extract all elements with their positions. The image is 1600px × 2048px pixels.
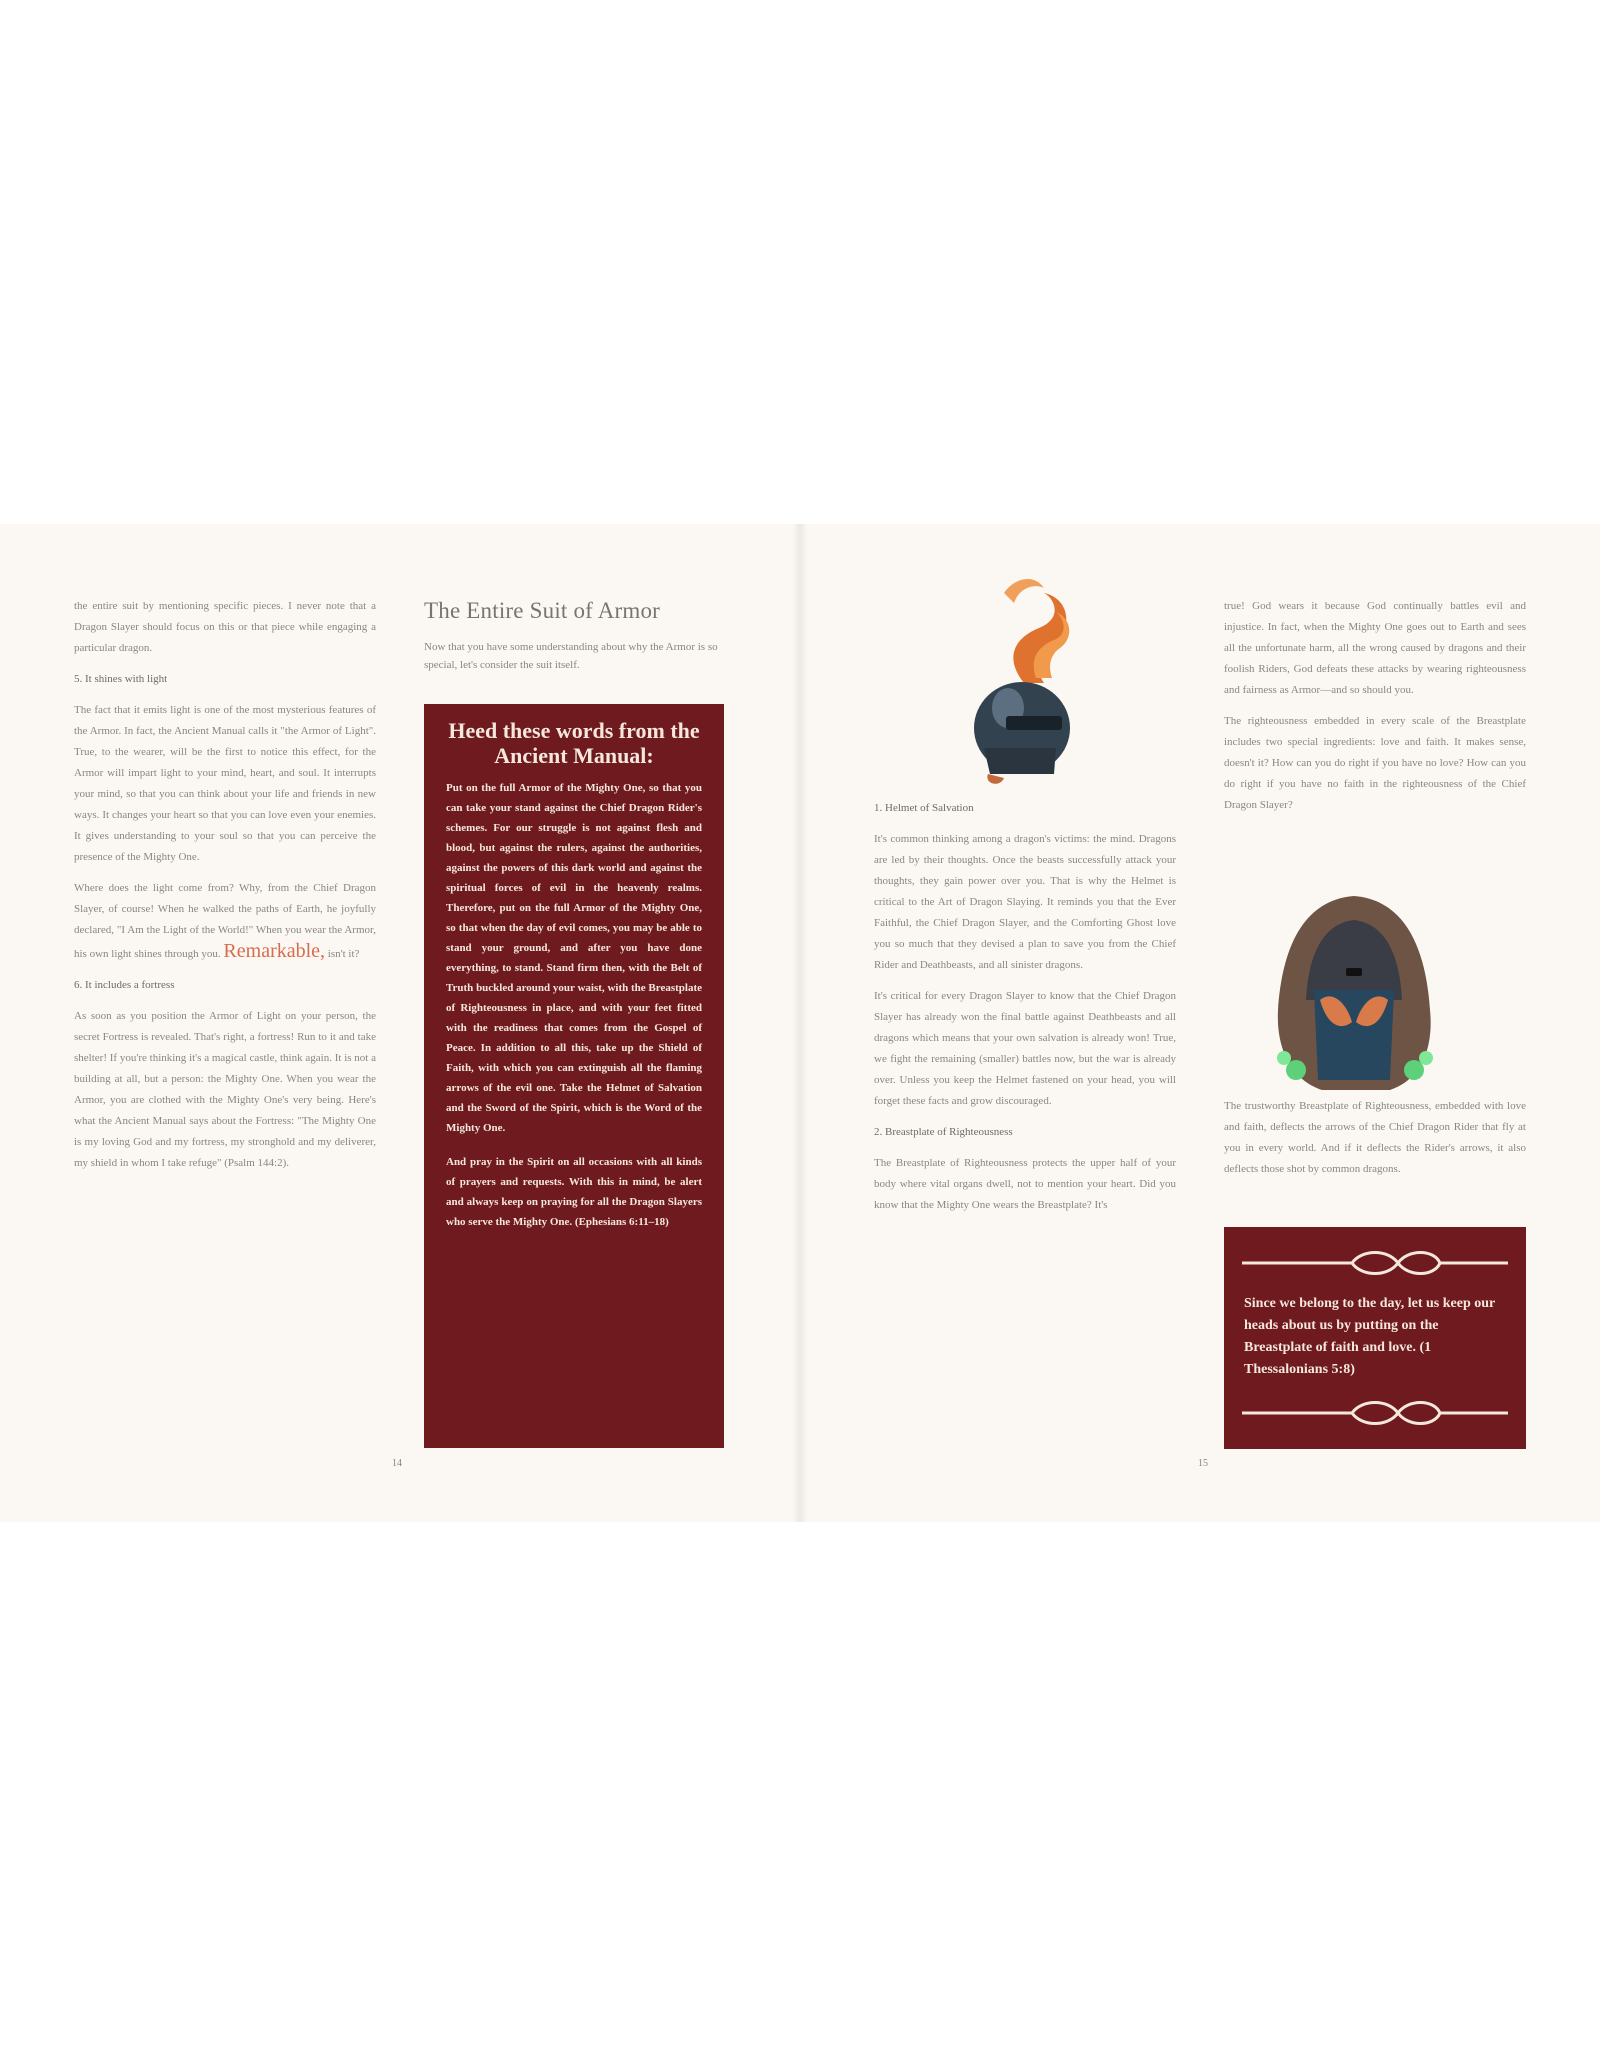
paragraph: The fact that it emits light is one of the most mysterious features of the Armor. In fact, the Ancient Manual calls it "the Armor of Light". True, to the wearer, will be the first to notice this effect, for the Armor will impart light to your mind, heart, and soul. It interrupts your mind, so that you can think about your life and friends in new ways. It changes your heart so that you can love even your enemies. It gives understanding to your soul so that you can perceive the presence of the Mighty One. [74,704,376,863]
paragraph: The Breastplate of Righteousness protects the upper half of your body where vital organs dwell, not to mention your heart. Did you know that the Mighty One wears the Breastplate? It's [874,1157,1176,1211]
left-column [74,596,376,1184]
quote-paragraph: And pray in the Spirit on all occasions with all kinds of prayers and requests. With this in mind, be alert and always keep on praying for all the Dragon Slayers who serve the Mighty One. (Ephesians 6:11–18) [446,1156,702,1228]
book-gutter [792,524,808,1522]
quote-title: Heed these words from the Ancient Manual: [448,718,700,768]
paragraph [74,878,376,965]
right-column-2-lower [1224,1096,1526,1190]
paragraph: It's critical for every Dragon Slayer to know that the Chief Dragon Slayer has already won the final battle against Deathbeasts and all dragons which means that your own salvation is already won! True, we fight the remaining (smaller) battles now, but the war is already over. Unless you keep the Helmet fastened on your head, you will forget these facts and grow discouraged. [874,990,1176,1107]
subheading: 6. It includes a fortress [74,979,175,991]
page-number: 15 [1198,1458,1208,1469]
paragraph: It's common thinking among a dragon's victims: the mind. Dragons are led by their thoughts. Once the beasts successfully attack your thoughts, they gain power over you. That is why the Helmet is critical to the Art of Dragon Slaying. It reminds you that the Ever Faithful, the Chief Dragon Slayer, and the Comforting Ghost love you so much that they devised a plan to save you from the Chief Rider and Deathbeasts, and all sinister dragons. [874,833,1176,971]
remarkable-highlight: Remarkable, [223,940,326,962]
verse-text: Since we belong to the day, let us keep our heads about us by putting on the Breastplate of faith and love. (1 Thessalonians 5:8) [1244,1296,1495,1377]
manual-quote-box [424,704,724,1448]
paragraph: the entire suit by mentioning specific pieces. I never note that a Dragon Slayer should focus on this or that piece while engaging a particular dragon. [74,600,376,654]
paragraph: The righteousness embedded in every scale of the Breastplate includes two special ingredients: love and faith. It makes sense, doesn't it? How can you do right if you have no love? How can you do right if you have no faith in the righteousness of the Chief Dragon Slayer? [1224,715,1526,811]
page-number: 14 [392,1458,402,1469]
paragraph: true! God wears it because God continually battles evil and injustice. In fact, when the Mighty One goes out to Earth and sees all the unfortunate harm, all the wrong caused by dragons and their foolish Riders, God defeats these attacks by wearing righteousness and fairness as Armor—and so should you. [1224,600,1526,696]
paragraph: The trustworthy Breastplate of Righteousness, embedded with love and faith, deflects the arrows of the Chief Dragon Rider that fly at you in every world. And if it deflects the Rider's arrows, it also deflects those shot by common dragons. [1224,1100,1526,1175]
section-heading: The Entire Suit of Armor [424,598,661,623]
paragraph-text: Where does the light come from? Why, from the Chief Dragon Slayer, of course! When he walked the paths of Earth, he joyfully declared, "I Am the Light of the World!" When you wear the Armor, his own light shines through you. [74,882,376,960]
paragraph-text: isn't it? [327,948,360,960]
subheading: 1. Helmet of Salvation [874,802,974,814]
subheading: 2. Breastplate of Righteousness [874,1126,1013,1138]
quote-body [446,778,702,1232]
quote-paragraph: Put on the full Armor of the Mighty One, so that you can take your stand against the Chief Dragon Rider's schemes. For our struggle is not against flesh and blood, but against the rulers, against the authorities, against the powers of this dark world and against the spiritual forces of evil in the heavenly realms. Therefore, put on the full Armor of the Mighty One, so that when the day of evil comes, you may be able to stand your ground, and after you have done everything, to stand. Stand firm then, with the Belt of Truth buckled around your waist, with the Breastplate of Righteousness in place, and with your feet fitted with the readiness that comes from the Gospel of Peace. In addition to all this, take up the Shield of Faith, with which you can extinguish all the flaming arrows of the evil one. Take the Helmet of Salvation and the Sword of the Spirit, which is the Word of the Mighty One. [446,782,702,1134]
helmet-icon [944,548,1114,798]
lead-paragraph: Now that you have some understanding about why the Armor is so special, let's consider the suit itself. [424,641,718,671]
subheading: 5. It shines with light [74,673,168,685]
verse-box [1224,1227,1526,1449]
right-column-2 [1224,596,1526,826]
paragraph: As soon as you position the Armor of Light on your person, the secret Fortress is revealed. That's right, a fortress! Run to it and take shelter! If you're thinking it's a magical castle, think again. It is not a building at all, but a person: the Mighty One. When you wear the Armor, you are clothed with the Mighty One's very being. Here's what the Ancient Manual says about the Fortress: "The Mighty One is my loving God and my fortress, my stronghold and my deliverer, my shield in whom I take refuge" (Psalm 144:2). [74,1010,376,1169]
breastplate-icon [1262,890,1448,1100]
right-column-1 [874,798,1176,1226]
